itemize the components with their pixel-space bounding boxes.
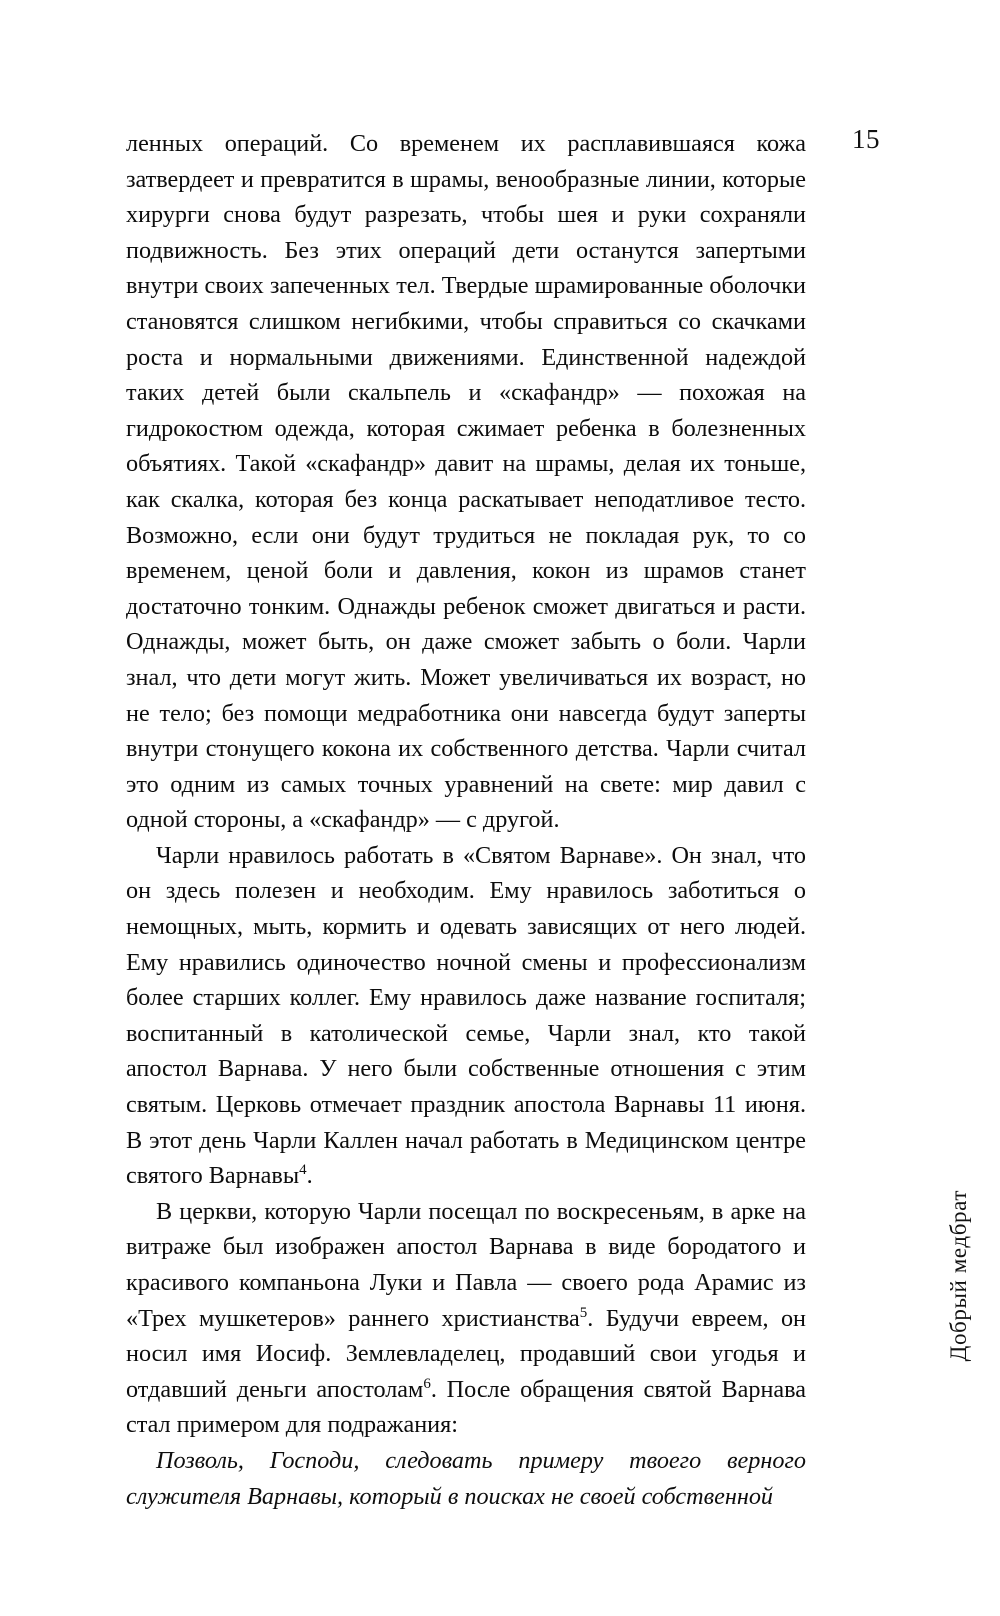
footnote-marker: 6	[423, 1375, 431, 1392]
paragraph	[126, 126, 806, 838]
paragraph-quote	[126, 1443, 806, 1514]
footnote-marker: 4	[299, 1162, 307, 1179]
running-head: Добрый медбрат	[946, 1190, 971, 1362]
paragraph-text-after: . После обращения святой Варнава стал примером для подражания:	[126, 1375, 806, 1439]
page-number: 15	[852, 124, 880, 154]
paragraph	[126, 838, 806, 1194]
paragraph-text-after: .	[306, 1162, 313, 1190]
paragraph-text: ленных операций. Со временем их расплавившаяся кожа затвердеет и превратится в шрамы, венообразные линии, которые хирурги снова будут разрезать, чтобы шея и руки сохраняли подвижность. Без этих операций дети останутся запертыми внутри своих запеченных тел. Твердые шрамированные оболочки становятся слишком негибкими, чтобы справиться со скачками роста и нормальными движениями. Единственной надеждой таких детей были скальпель и «скафандр» — похожая на гидрокостюм одежда, которая сжимает ребенка в болезненных объятиях. Такой «скафандр» давит на шрамы, делая их тоньше, как скалка, которая без конца раскатывает неподатливое тесто. Возможно, если они будут трудиться не покладая рук, то со временем, ценой боли и давления, кокон из шрамов станет достаточно тонким. Однажды ребенок сможет двигаться и расти. Однажды, может быть, он даже сможет забыть о боли. Чарли знал, что дети могут жить. Может увеличиваться их возраст, но не тело; без помощи медработника они навсегда будут заперты внутри стонущего кокона их собственного детства. Чарли считал это одним из самых точных уравнений на свете: мир давил с одной стороны, а «скафандр» — с другой.	[126, 130, 806, 834]
paragraph	[126, 1194, 806, 1443]
paragraph-text: В церкви, которую Чарли посещал по воскресеньям, в арке на витраже был изображен апостол Варнава в виде бородатого и красивого компаньона Луки и Павла — своего рода Арамис из «Трех мушкетеров» раннего христианства	[126, 1197, 806, 1332]
footnote-marker: 5	[579, 1304, 588, 1321]
text-column	[126, 126, 806, 1514]
paragraph-text: Позволь, Господи, следовать примеру твоего верного служителя Варнавы, который в поисках не своей собственной	[126, 1446, 806, 1510]
paragraph-text-after: . Будучи евреем, он носил имя Иосиф. Землевладелец, продавший свои угодья и отдавший деньги апостолам	[126, 1304, 806, 1403]
paragraph-text: Чарли нравилось работать в «Святом Варнаве». Он знал, что он здесь полезен и необходим. Ему нравилось заботиться о немощных, мыть, кормить и одевать зависящих от него людей. Ему нравились одиночество ночной смены и профессионализм более старших коллег. Ему нравилось даже название госпиталя; воспитанный в католической семье, Чарли знал, кто такой апостол Варнава. У него были собственные отношения с этим святым. Церковь отмечает праздник апостола Варнавы 11 июня. В этот день Чарли Каллен начал работать в Медицинском центре святого Варнавы	[126, 841, 806, 1190]
